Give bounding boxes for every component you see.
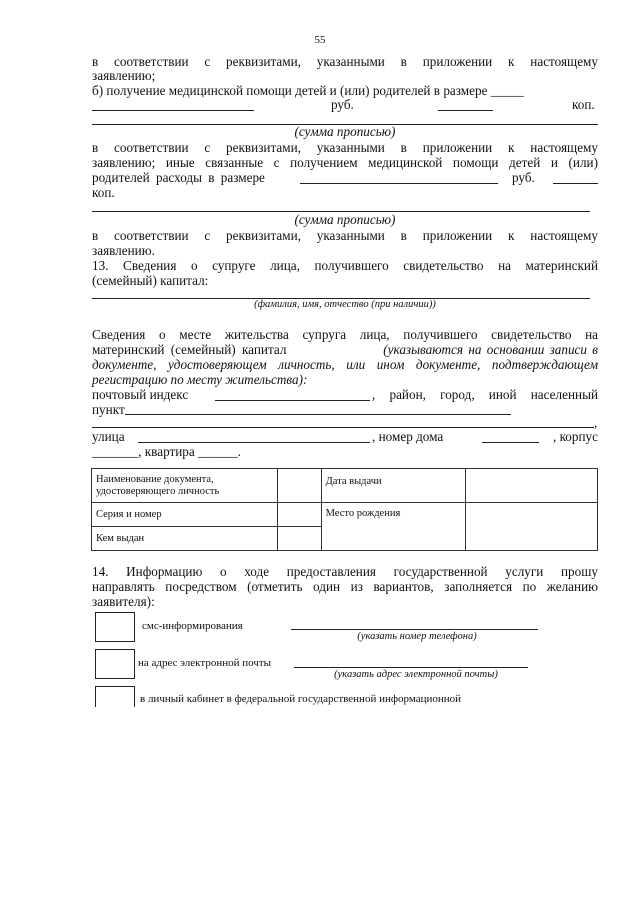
email-checkbox[interactable] — [95, 649, 135, 679]
email-caption: (указать адрес электронной почты) — [334, 669, 498, 680]
cabinet-checkbox[interactable] — [95, 686, 135, 707]
rub-blank-line — [92, 110, 254, 111]
text-line: коп. — [92, 185, 115, 200]
rub-label: руб. — [331, 97, 354, 112]
page-number: 55 — [314, 34, 326, 46]
street-label: улица — [92, 429, 125, 444]
text-line: заявлению. — [92, 243, 155, 258]
cabinet-option-label: в личный кабинет в федеральной государственной информационной — [140, 693, 462, 705]
birth-place-value[interactable] — [466, 503, 598, 551]
text-line: в соответствии с реквизитами, указанными в приложении к настоящему — [92, 228, 598, 243]
text-line: заявителя): — [92, 594, 155, 609]
issue-date-value[interactable] — [466, 469, 598, 503]
doc-name-value[interactable] — [277, 469, 321, 503]
apartment-line: _______, квартира ______. — [92, 444, 241, 459]
kop-blank-line — [438, 110, 493, 111]
text-fragment-italic: (указываются на основании записи в — [383, 342, 598, 357]
sum-caption: (сумма прописью) — [294, 124, 396, 139]
sum-caption: (сумма прописью) — [294, 212, 396, 227]
settlement-line[interactable] — [125, 414, 511, 415]
kop-blank-line — [553, 183, 598, 184]
issued-by-value[interactable] — [277, 527, 321, 551]
text-fragment: материнский (семейный) капитал — [92, 342, 287, 357]
text-line: Сведения о месте жительства супруга лица, получившего свидетельство на — [92, 327, 598, 342]
text-fragment: , район, город, иной населенный — [372, 387, 598, 402]
series-number-cell: Серия и номер — [92, 503, 278, 527]
street-line[interactable] — [138, 442, 370, 443]
id-document-table — [91, 468, 598, 551]
text-line: заявлению; — [92, 68, 156, 83]
phone-caption: (указать номер телефона) — [357, 631, 477, 642]
text-line: в соответствии с реквизитами, указанными в приложении к настоящему — [92, 140, 598, 155]
text-line-italic: регистрацию по месту жительства): — [92, 372, 308, 387]
fio-caption: (фамилия, имя, отчество (при наличии)) — [254, 299, 436, 310]
birth-place-cell: Место рождения — [321, 503, 466, 551]
comma: , — [594, 415, 598, 430]
section-13-heading: 13. Сведения о супруге лица, получившего свидетельство на материнский — [92, 258, 598, 273]
issued-by-cell: Кем выдан — [92, 527, 278, 551]
text-line: в соответствии с реквизитами, указанными в приложении к настоящему — [92, 54, 598, 69]
building-label: , корпус — [552, 429, 598, 444]
text-line: (семейный) капитал: — [92, 273, 209, 288]
text-line: направлять посредством (отметить один из вариантов, заполняется по желанию — [92, 579, 598, 594]
house-line[interactable] — [482, 442, 539, 443]
email-option-label: на адрес электронной почты — [138, 657, 272, 669]
email-line[interactable] — [294, 667, 528, 668]
postal-code-label: почтовый индекс — [92, 387, 189, 402]
issue-date-cell: Дата выдачи — [321, 469, 466, 503]
settlement-label: пункт — [92, 402, 125, 417]
postal-code-line[interactable] — [215, 400, 370, 401]
text-line-italic: документе, удостоверяющем личность, или ином документе, подтверждающем — [92, 357, 598, 372]
doc-name-cell: Наименование документа, удостоверяющего личность — [92, 469, 278, 503]
amount-blank-line — [300, 183, 498, 184]
series-number-value[interactable] — [277, 503, 321, 527]
kop-label: коп. — [572, 97, 595, 112]
house-label: , номер дома — [372, 429, 444, 444]
text-line: родителей расходы в размере — [92, 170, 265, 185]
text-line: б) получение медицинской помощи детей и (или) родителей в размере _____ — [92, 83, 524, 98]
sms-option-label: смс-информирования — [142, 620, 243, 632]
text-line: заявлению; иные связанные с получением медицинской помощи детей и (или) — [92, 155, 598, 170]
section-14-heading: 14. Информацию о ходе предоставления государственной услуги прошу — [92, 564, 598, 579]
address-line[interactable] — [92, 427, 594, 428]
rub-label: руб. — [512, 170, 535, 185]
sms-checkbox[interactable] — [95, 612, 135, 642]
phone-line[interactable] — [291, 629, 538, 630]
